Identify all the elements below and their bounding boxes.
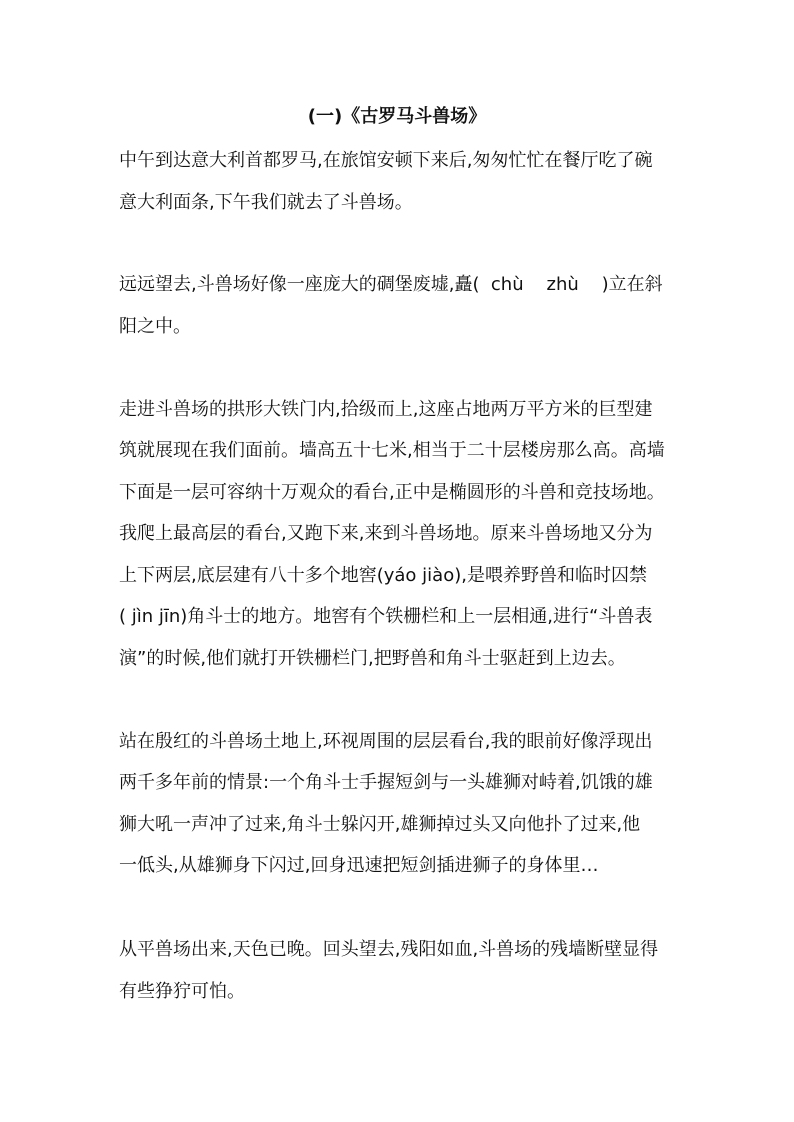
paragraph-3-line-6: ( jìn jīn)角斗士的地方。地窖有个铁栅栏和上一层相通,进行“斗兽表 bbox=[119, 606, 653, 627]
paragraph-5-line-1: 从平兽场出来,天色已晚。回头望去,残阳如血,斗兽场的残墙断壁显得 bbox=[119, 939, 659, 960]
paragraph-2-line-1: 远远望去,斗兽场好像一座庞大的碉堡废墟,矗( chù zhù )立在斜 bbox=[119, 274, 663, 295]
paragraph-3-line-1: 走进斗兽场的拱形大铁门内,拾级而上,这座占地两万平方米的巨型建 bbox=[119, 399, 653, 420]
document-title: (一)《古罗马斗兽场》 bbox=[307, 106, 487, 127]
paragraph-2-line-2: 阳之中。 bbox=[119, 316, 191, 337]
paragraph-3-line-4: 我爬上最高层的看台,又跑下来,来到斗兽场地。原来斗兽场地又分为 bbox=[119, 523, 653, 544]
paragraph-4-line-4: 一低头,从雄狮身下闪过,回身迅速把短剑插进狮子的身体里… bbox=[119, 855, 599, 876]
paragraph-1-line-2: 意大利面条,下午我们就去了斗兽场。 bbox=[119, 192, 413, 213]
paragraph-1-line-1: 中午到达意大利首都罗马,在旅馆安顿下来后,匆匆忙忙在餐厅吃了碗 bbox=[119, 150, 653, 171]
paragraph-3-line-3: 下面是一层可容纳十万观众的看台,正中是椭圆形的斗兽和竞技场地。 bbox=[119, 482, 665, 503]
paragraph-3-line-5: 上下两层,底层建有八十多个地窖(yáo jiào),是喂养野兽和临时囚禁 bbox=[119, 565, 647, 586]
paragraph-3-line-7: 演”的时候,他们就打开铁栅栏门,把野兽和角斗士驱赶到上边去。 bbox=[119, 648, 626, 669]
paragraph-4-line-2: 两千多年前的情景:一个角斗士手握短剑与一头雄狮对峙着,饥饿的雄 bbox=[119, 772, 653, 793]
paragraph-3-line-2: 筑就展现在我们面前。墙高五十七米,相当于二十层楼房那么高。高墙 bbox=[119, 440, 665, 461]
paragraph-5-line-2: 有些狰狞可怕。 bbox=[119, 981, 245, 1002]
paragraph-4-line-3: 狮大吼一声冲了过来,角斗士躲闪开,雄狮掉过头又向他扑了过来,他 bbox=[119, 814, 641, 835]
paragraph-4-line-1: 站在殷红的斗兽场土地上,环视周围的层层看台,我的眼前好像浮现出 bbox=[119, 731, 653, 752]
